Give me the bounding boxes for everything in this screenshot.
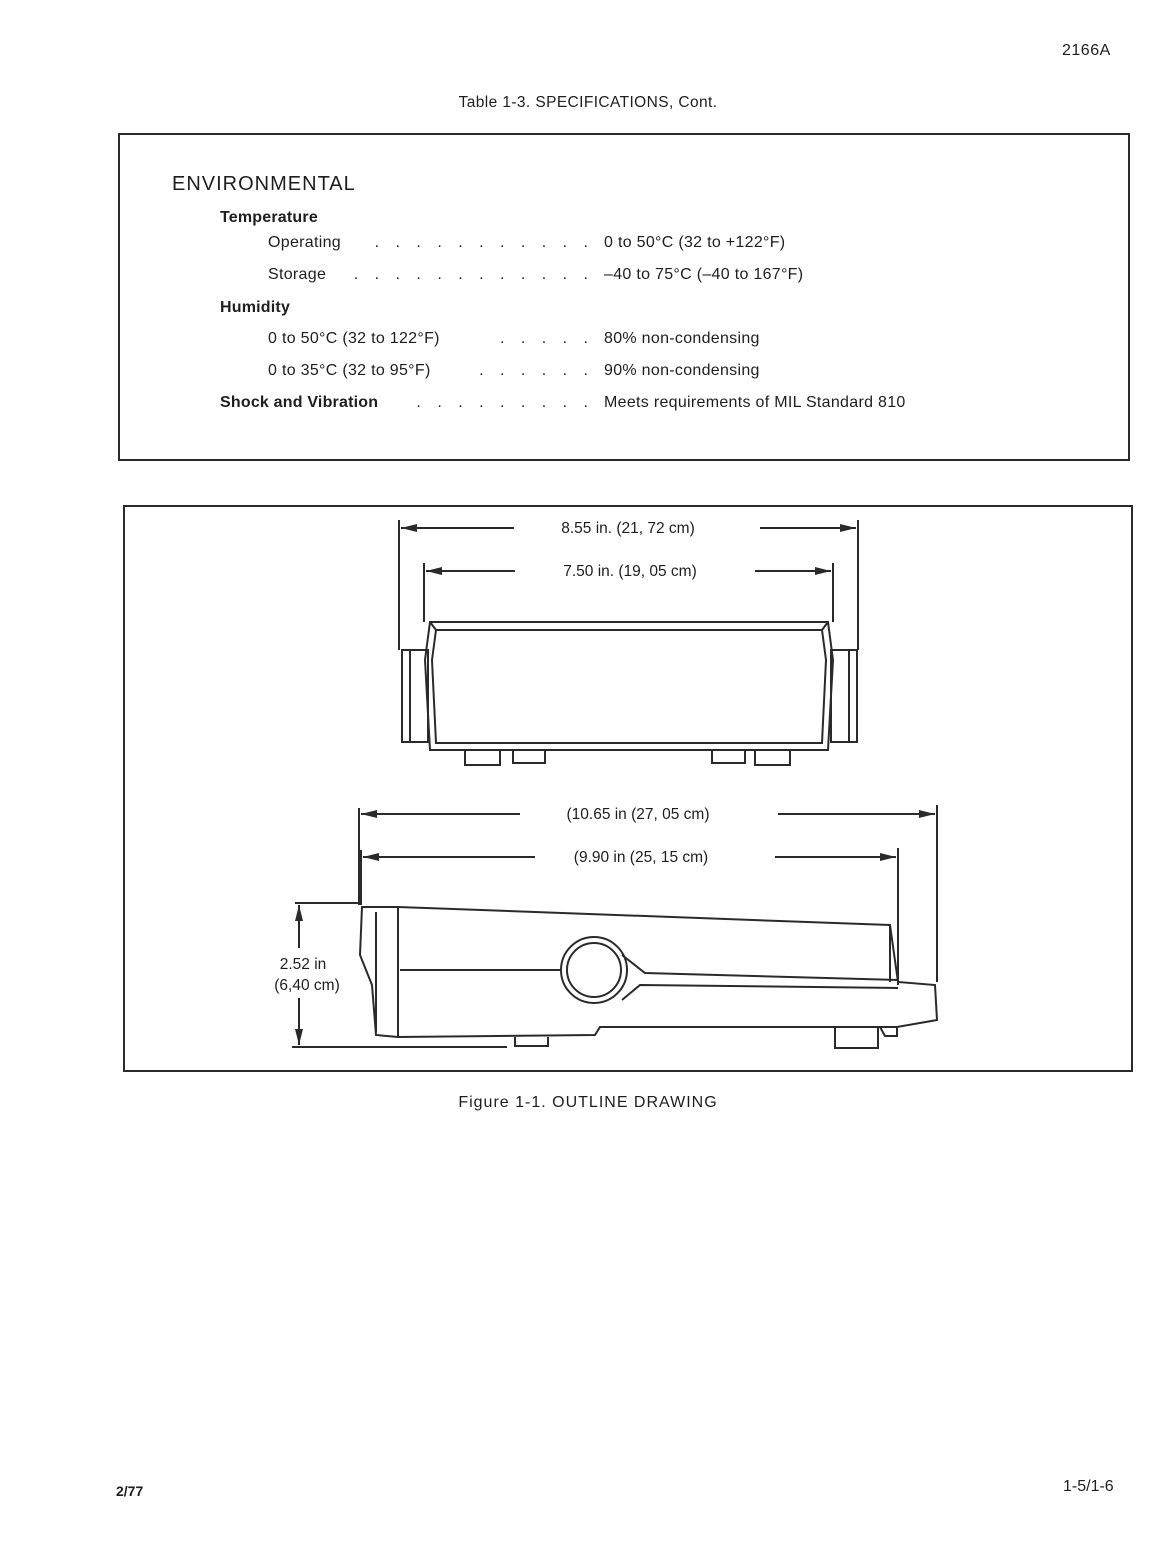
dim-width-overall-label: 8.55 in. (21, 72 cm) [561,520,695,537]
footer-date: 2/77 [116,1483,144,1499]
dim-height-in-label: 2.52 in [279,956,327,973]
table-title: Table 1-3. SPECIFICATIONS, Cont. [458,94,718,111]
humidity-row2-label: 0 to 35°C (32 to 95°F) [268,362,431,379]
humidity-label: Humidity [220,299,291,316]
dim-length-overall-label: (10.65 in (27, 05 cm) [566,806,710,823]
temperature-label: Temperature [220,209,318,226]
humidity-row1-label: 0 to 50°C (32 to 122°F) [268,330,440,347]
dim-height-cm-label: (6,40 cm) [274,977,340,994]
leader-dots: . . . . . [499,330,594,347]
leader-dots: . . . . . . . . . . . [374,234,594,251]
storage-label: Storage [268,266,327,283]
length-body-dimension [361,848,898,985]
shock-value: Meets requirements of MIL Standard 810 [604,394,906,411]
operating-value: 0 to 50°C (32 to +122°F) [604,234,786,251]
leader-dots: . . . . . . [479,362,594,379]
dimension-arrowheads [295,524,935,1045]
leader-dots: . . . . . . . . . . . . [353,266,594,283]
humidity-row2-value: 90% non-condensing [604,362,760,379]
side-view [360,907,937,1048]
storage-value: –40 to 75°C (–40 to 167°F) [604,266,804,283]
dim-width-body-label: 7.50 in. (19, 05 cm) [563,563,697,580]
front-view [402,622,857,765]
section-title: ENVIRONMENTAL [172,173,356,195]
model-number: 2166A [1062,42,1111,59]
page-number: 1-5/1-6 [1063,1478,1114,1495]
dim-length-body-label: (9.90 in (25, 15 cm) [573,849,709,866]
operating-label: Operating [268,234,341,251]
leader-dots: . . . . . . . . . [416,394,594,411]
shock-label: Shock and Vibration [220,394,379,411]
height-dimension [292,903,507,1047]
length-overall-dimension [359,805,937,982]
humidity-row1-value: 80% non-condensing [604,330,760,347]
figure-caption: Figure 1-1. OUTLINE DRAWING [458,1094,718,1111]
